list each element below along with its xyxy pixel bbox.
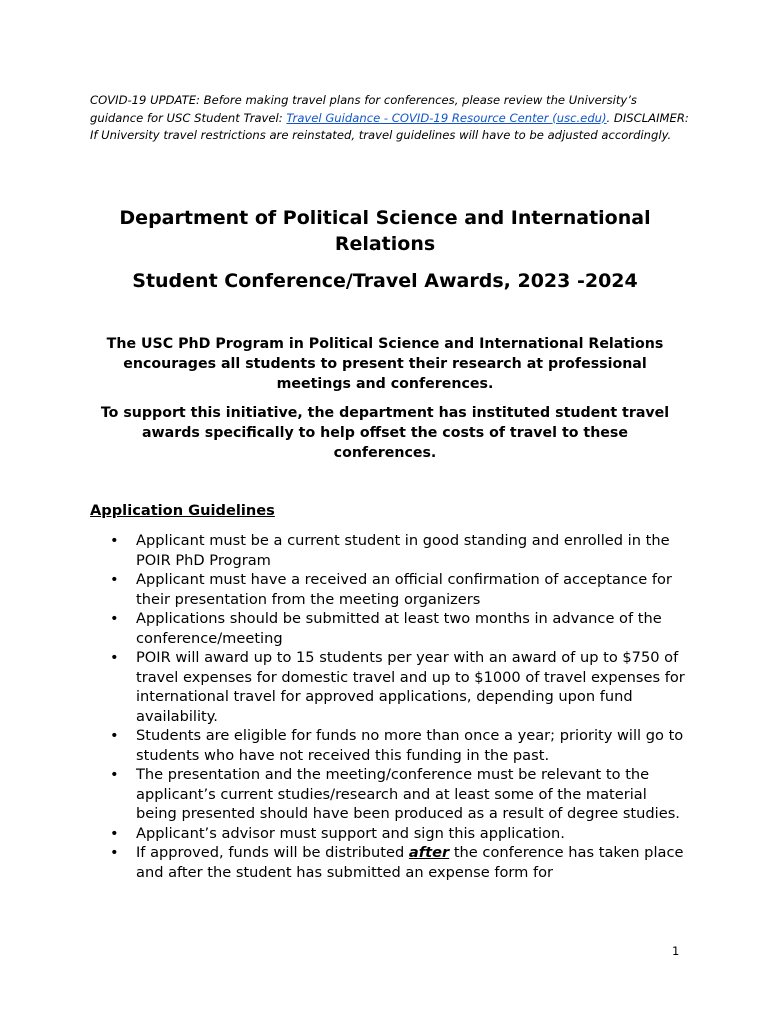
list-item — [90, 726, 690, 765]
department-title: Department of Political Science and International Relations — [119, 207, 651, 255]
list-item-text: POIR will award up to 15 students per year with an award of up to $750 of travel expenses for domestic travel and up to $1000 of travel expenses for international travel for approved applications, depending upon fund availability. — [136, 649, 685, 725]
bullet-icon: • — [110, 649, 119, 666]
covid-notice — [90, 92, 690, 145]
list-item-text: The presentation and the meeting/conference must be relevant to the applicant’s current studies/research and at least some of the material being presented should have been produced as a result of degree studies. — [136, 766, 680, 822]
list-item-text-after: the conference has taken place and after the student has submitted an expense form for — [136, 844, 684, 881]
list-item-text-before: If approved, funds will be distributed — [136, 844, 409, 861]
list-item — [90, 824, 690, 844]
guidelines-list — [90, 531, 690, 882]
bullet-icon: • — [110, 766, 119, 783]
travel-guidance-link[interactable]: Travel Guidance - COVID-19 Resource Center (usc.edu) — [286, 110, 607, 125]
list-item — [90, 765, 690, 824]
bullet-icon: • — [110, 610, 119, 627]
notice-text-after: . DISCLAIMER: If University travel restrictions are reinstated, travel guidelines will have to be adjusted accordingly. — [90, 110, 689, 142]
list-item — [90, 648, 690, 726]
intro-paragraph-2: To support this initiative, the department has instituted student travel awards specifically to help offset the costs of travel to these conferences. — [100, 405, 670, 461]
bullet-icon: • — [110, 727, 119, 744]
list-item — [90, 531, 690, 570]
intro-paragraph-1: The USC PhD Program in Political Science and International Relations encourages all students to present their research at professional meetings and conferences. — [106, 336, 664, 392]
emphasis-after: after — [408, 844, 450, 861]
bullet-icon: • — [110, 532, 119, 549]
list-item — [90, 843, 690, 882]
bullet-icon: • — [110, 844, 119, 861]
list-item-text: Applications should be submitted at least two months in advance of the conference/meeting — [136, 610, 662, 647]
bullet-icon: • — [110, 824, 119, 842]
list-item-text: Applicant must have a received an official confirmation of acceptance for their presentation from the meeting organizers — [136, 571, 672, 608]
list-item-text: Students are eligible for funds no more than once a year; priority will go to students who have not received this funding in the past. — [136, 727, 684, 764]
page-number: 1 — [672, 944, 680, 958]
list-item-text: Applicant must be a current student in good standing and enrolled in the POIR PhD Program — [136, 532, 670, 569]
list-item — [90, 609, 690, 648]
notice-text-before: COVID-19 UPDATE: Before making travel plans for conferences, please review the University’s guidance for USC Student Travel: — [90, 93, 637, 125]
list-item-text: Applicant’s advisor must support and sign this application. — [136, 824, 565, 842]
list-item — [90, 570, 690, 609]
bullet-icon: • — [110, 571, 119, 588]
award-title: Student Conference/Travel Awards, 2023 -2024 — [132, 270, 638, 292]
guidelines-heading: Application Guidelines — [90, 502, 275, 519]
